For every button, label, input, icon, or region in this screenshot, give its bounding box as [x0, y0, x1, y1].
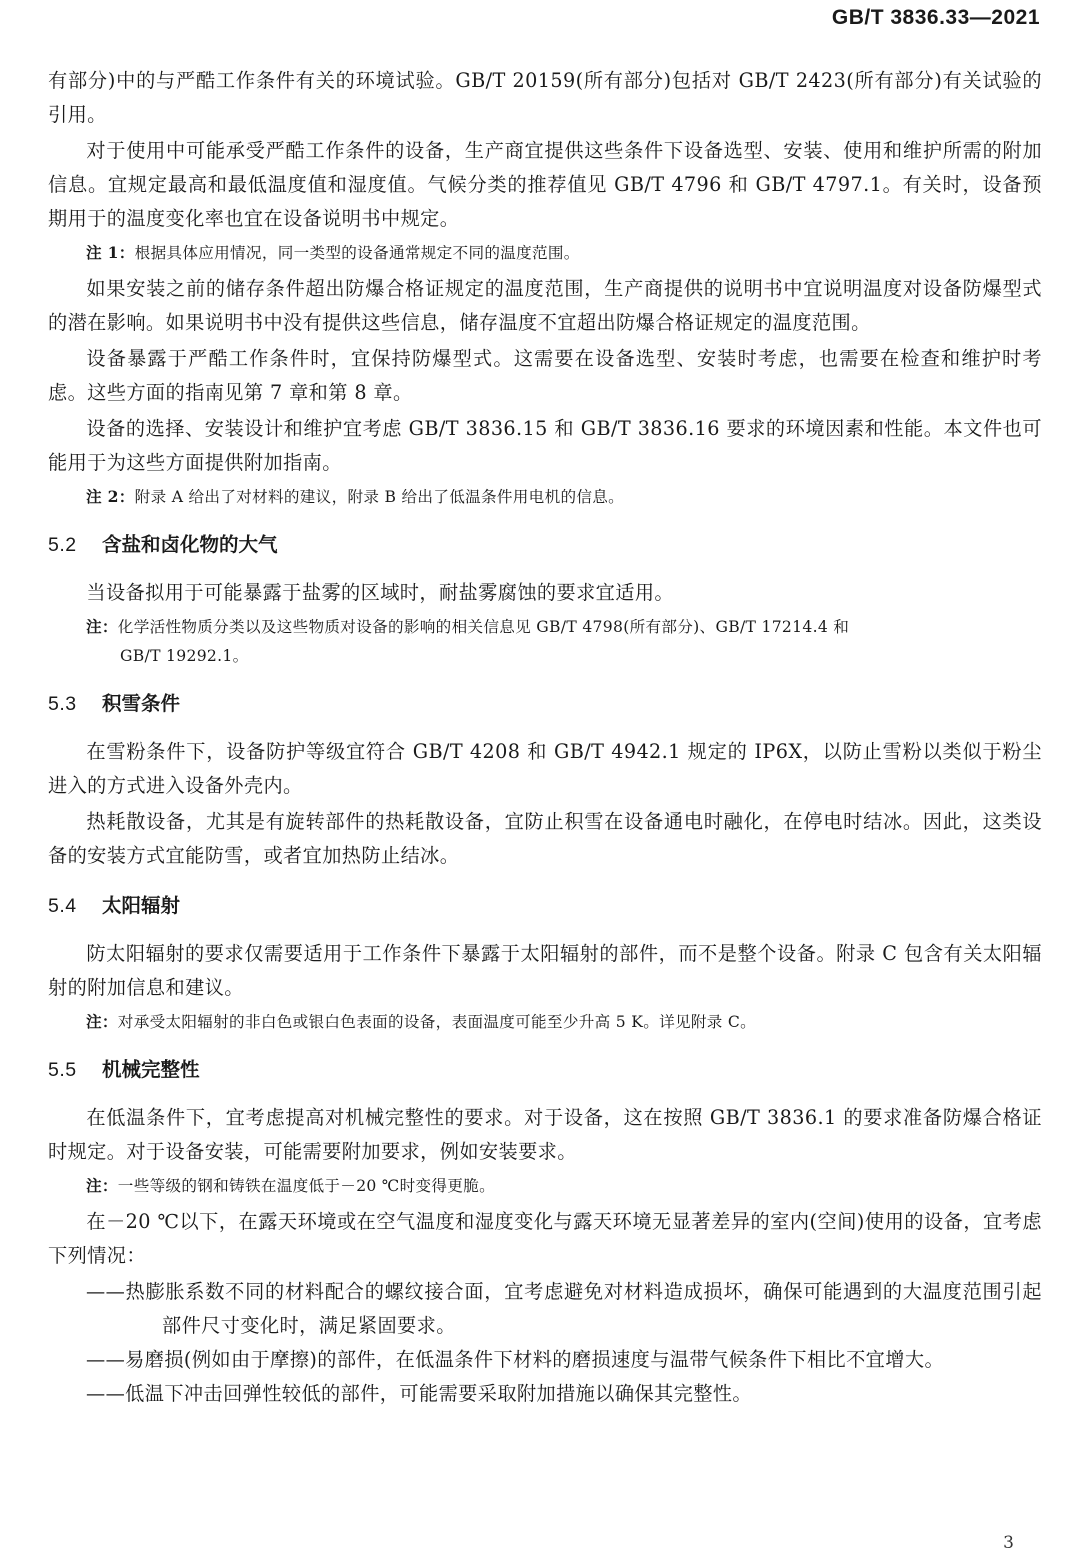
paragraph: 防太阳辐射的要求仅需要适用于工作条件下暴露于太阳辐射的部件，而不是整个设备。附录 C 包含有关太阳辐射的附加信息和建议。: [48, 942, 1042, 999]
note-label: 注：: [86, 1012, 118, 1031]
document-body: [48, 64, 1042, 1411]
page-number: 3: [1003, 1533, 1014, 1553]
section-heading-5-4: [48, 891, 1042, 921]
paragraph: 有部分)中的与严酷工作条件有关的环境试验。GB/T 20159(所有部分)包括对 GB/T 2423(所有部分)有关试验的引用。: [48, 69, 1042, 126]
note-label: 注：: [86, 1176, 118, 1195]
paragraph: 在－20 ℃以下，在露天环境或在空气温度和湿度变化与露天环境无显著差异的室内(空间)使用的设备，宜考虑下列情况：: [48, 1210, 1042, 1267]
note-2: [48, 482, 1042, 512]
section-number: 5.5: [48, 1059, 77, 1081]
paragraph: 在雪粉条件下，设备防护等级宜符合 GB/T 4208 和 GB/T 4942.1 规定的 IP6X，以防止雪粉以类似于粉尘进入的方式进入设备外壳内。: [48, 740, 1042, 797]
note-text: 对承受太阳辐射的非白色或银白色表面的设备，表面温度可能至少升高 5 K。详见附录 C。: [117, 1013, 757, 1031]
note-text: 附录 A 给出了对材料的建议，附录 B 给出了低温条件用电机的信息。: [134, 488, 625, 506]
standard-number-header: GB/T 3836.33—2021: [831, 6, 1040, 29]
paragraph: 在低温条件下，宜考虑提高对机械完整性的要求。对于设备，这在按照 GB/T 3836.1 的要求准备防爆合格证时规定。对于设备安装，可能需要附加要求，例如安装要求。: [48, 1106, 1042, 1163]
note-label: 注 2：: [86, 487, 135, 506]
note-text: 化学活性物质分类以及这些物质对设备的影响的相关信息见 GB/T 4798(所有部分)、GB/T 17214.4 和: [117, 618, 850, 636]
note: [48, 1171, 1042, 1201]
section-title: 积雪条件: [102, 693, 181, 715]
list-item: ——易磨损(例如由于摩擦)的部件，在低温条件下材料的磨损速度与温带气候条件下相比不宜增大。: [86, 1348, 945, 1371]
section-heading-5-2: [48, 530, 1042, 560]
section-number: 5.2: [48, 534, 77, 556]
section-title: 含盐和卤化物的大气: [102, 534, 278, 556]
paragraph: 如果安装之前的储存条件超出防爆合格证规定的温度范围，生产商提供的说明书中宜说明温度对设备防爆型式的潜在影响。如果说明书中没有提供这些信息，储存温度不宜超出防爆合格证规定的温度范围。: [48, 277, 1042, 334]
section-number: 5.4: [48, 895, 77, 917]
paragraph: 热耗散设备，尤其是有旋转部件的热耗散设备，宜防止积雪在设备通电时融化，在停电时结冰。因此，这类设备的安装方式宜能防雪，或者宜加热防止结冰。: [48, 810, 1042, 867]
note: [48, 612, 1042, 671]
note-label: 注 1：: [86, 243, 135, 262]
paragraph: 对于使用中可能承受严酷工作条件的设备，生产商宜提供这些条件下设备选型、安装、使用和维护所需的附加信息。宜规定最高和最低温度值和湿度值。气候分类的推荐值见 GB/T 4796 和 GB/T 4797.1。有关时，设备预期用于的温度变化率也宜在设备说明书中规定。: [48, 139, 1042, 230]
section-title: 机械完整性: [102, 1059, 200, 1081]
section-number: 5.3: [48, 693, 77, 715]
paragraph: 设备的选择、安装设计和维护宜考虑 GB/T 3836.15 和 GB/T 3836.16 要求的环境因素和性能。本文件也可能用于为这些方面提供附加指南。: [48, 417, 1042, 474]
note-label: 注：: [86, 617, 118, 636]
paragraph: 设备暴露于严酷工作条件时，宜保持防爆型式。这需要在设备选型、安装时考虑，也需要在检查和维护时考虑。这些方面的指南见第 7 章和第 8 章。: [48, 347, 1042, 404]
section-title: 太阳辐射: [102, 895, 181, 917]
list-item: ——低温下冲击回弹性较低的部件，可能需要采取附加措施以确保其完整性。: [86, 1382, 752, 1405]
note-text: 一些等级的钢和铸铁在温度低于－20 ℃时变得更脆。: [117, 1177, 496, 1195]
note: [48, 1007, 1042, 1037]
paragraph: 当设备拟用于可能暴露于盐雾的区域时，耐盐雾腐蚀的要求宜适用。: [86, 581, 675, 604]
section-heading-5-5: [48, 1055, 1042, 1085]
section-heading-5-3: [48, 689, 1042, 719]
note-1: [48, 238, 1042, 268]
note-text: 根据具体应用情况，同一类型的设备通常规定不同的温度范围。: [134, 244, 580, 262]
list-item: ——热膨胀系数不同的材料配合的螺纹接合面，宜考虑避免对材料造成损坏，确保可能遇到的大温度范围引起部件尺寸变化时，满足紧固要求。: [86, 1280, 1042, 1337]
note-text-continued: GB/T 19292.1。: [120, 647, 249, 665]
